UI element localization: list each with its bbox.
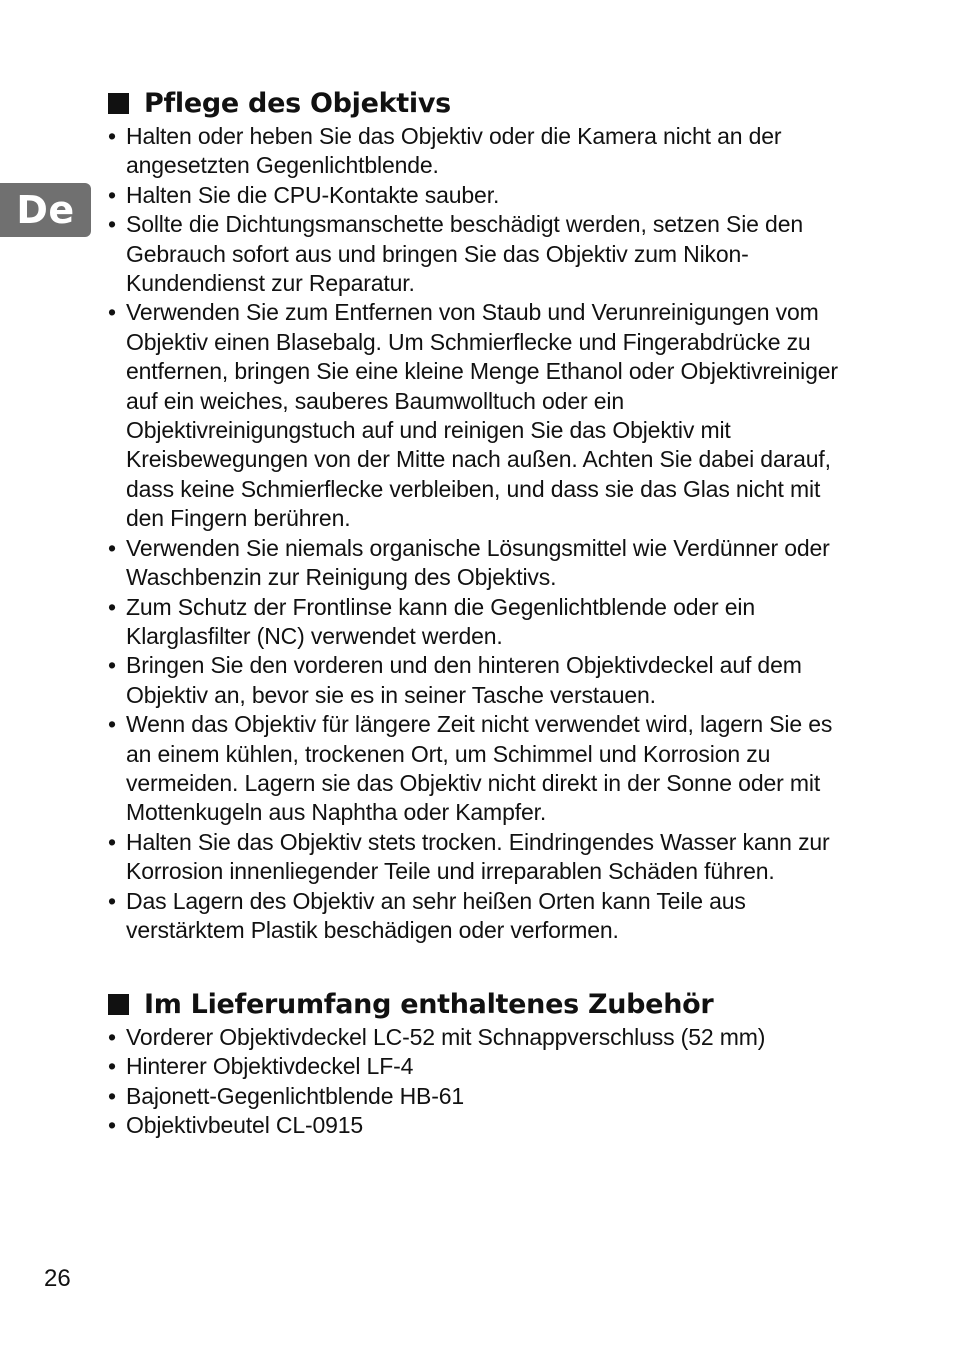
section-title: Im Lieferumfang enthaltenes Zubehör <box>144 988 714 1020</box>
bullet-icon: • <box>108 711 116 738</box>
list-item <box>108 122 848 181</box>
list-item <box>108 651 848 710</box>
list-item <box>108 710 848 828</box>
list-item <box>108 534 848 593</box>
list-item <box>108 1082 848 1111</box>
list-item-text: Verwenden Sie niemals organische Lösungsmittel wie Verdünner oder Waschbenzin zur Reinigung des Objektivs. <box>126 534 830 591</box>
bullet-icon: • <box>108 1082 116 1109</box>
list-item-text: Objektivbeutel CL-0915 <box>126 1112 364 1139</box>
list-item-text: Wenn das Objektiv für längere Zeit nicht verwendet wird, lagern Sie es an einem kühlen, trockenen Ort, um Schimmel und Korrosion zu vermeiden. Lagern sie das Objektiv nicht direkt in der Sonne oder mit Mottenkugeln aus Naphtha oder Kampfer. <box>126 711 833 826</box>
list-item <box>108 593 848 652</box>
list-item-text: Zum Schutz der Frontlinse kann die Gegenlichtblende oder ein Klarglasfilter (NC) verwendet werden. <box>126 593 755 649</box>
bullet-icon: • <box>108 652 116 679</box>
list-item <box>108 1111 848 1140</box>
bullet-icon: • <box>108 1112 116 1139</box>
square-bullet-icon <box>108 93 129 114</box>
bullet-icon: • <box>108 1053 116 1080</box>
care-list <box>108 122 848 945</box>
section-title: Pflege des Objektivs <box>144 87 451 119</box>
section-heading <box>108 986 848 1022</box>
list-item-text: Halten Sie die CPU-Kontakte sauber. <box>126 181 500 208</box>
list-item <box>108 210 848 298</box>
bullet-icon: • <box>108 534 116 561</box>
bullet-icon: • <box>108 299 116 326</box>
list-item-text: Halten Sie das Objektiv stets trocken. Eindringendes Wasser kann zur Korrosion innenliegender Teile und irreparablen Schäden führen. <box>126 828 830 885</box>
list-item-text: Das Lagern des Objektiv an sehr heißen Orten kann Teile aus verstärktem Plastik beschädigen oder verformen. <box>126 887 746 943</box>
bullet-icon: • <box>108 593 116 620</box>
list-item-text: Bajonett-Gegenlichtblende HB-61 <box>126 1082 465 1109</box>
language-tab-label: De <box>16 188 75 232</box>
section-lens-care <box>108 85 848 945</box>
list-item <box>108 181 848 210</box>
bullet-icon: • <box>108 887 116 914</box>
bullet-icon: • <box>108 123 116 149</box>
list-item <box>108 298 848 533</box>
list-item <box>108 828 848 887</box>
section-accessories <box>108 986 848 1141</box>
bullet-icon: • <box>108 181 116 208</box>
list-item-text: Vorderer Objektivdeckel LC-52 mit Schnappverschluss (52 mm) <box>126 1024 766 1050</box>
list-item <box>108 887 848 946</box>
list-item-text: Bringen Sie den vorderen und den hinteren Objektivdeckel auf dem Objektiv an, bevor sie es in seiner Tasche verstauen. <box>126 652 802 708</box>
list-item-text: Sollte die Dichtungsmanschette beschädigt werden, setzen Sie den Gebrauch sofort aus und bringen Sie das Objektiv zum Nikon-Kundendienst zur Reparatur. <box>126 211 803 297</box>
accessories-list <box>108 1023 848 1141</box>
language-tab <box>0 183 91 237</box>
list-item <box>108 1052 848 1081</box>
bullet-icon: • <box>108 211 116 238</box>
bullet-icon: • <box>108 1024 116 1050</box>
bullet-icon: • <box>108 828 116 855</box>
section-heading <box>108 85 848 121</box>
list-item-text: Verwenden Sie zum Entfernen von Staub und Verunreinigungen vom Objektiv einen Blasebalg. Um Schmierflecke und Fingerabdrücke zu entfernen, bringen Sie eine kleine Menge Ethanol oder Objektivreiniger auf ein weiches, sauberes Baumwolltuch oder ein Objektivreinigungstuch auf und reinigen Sie das Objektiv mit Kreisbewegungen von der Mitte nach außen. Achten Sie dabei darauf, dass keine Schmierflecke verbleiben, und dass sie das Glas nicht mit den Fingern berühren. <box>126 299 838 532</box>
list-item <box>108 1023 848 1052</box>
list-item-text: Hinterer Objektivdeckel LF-4 <box>126 1053 414 1080</box>
list-item-text: Halten oder heben Sie das Objektiv oder die Kamera nicht an der angesetzten Gegenlichtblende. <box>126 123 782 179</box>
square-bullet-icon <box>108 994 129 1015</box>
page-number: 26 <box>44 1265 71 1292</box>
